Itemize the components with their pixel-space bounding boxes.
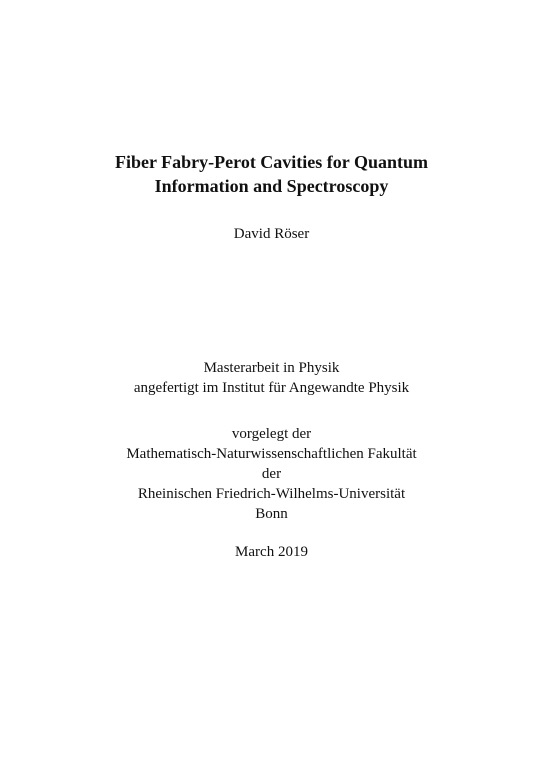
thesis-type-block [0, 358, 543, 398]
faculty-name: Mathematisch-Naturwissenschaftlichen Fakultät [126, 446, 417, 462]
city-name: Bonn [255, 506, 288, 522]
submission-line-1: vorgelegt der [231, 426, 312, 442]
title-line-1: Fiber Fabry-Perot Cavities for Quantum [115, 152, 428, 172]
thesis-type: Masterarbeit in Physik [203, 360, 340, 376]
submission-date: March 2019 [235, 544, 308, 560]
author-name: David Röser [233, 226, 310, 242]
thesis-title [0, 150, 543, 198]
submission-block [0, 424, 543, 524]
institute: angefertigt im Institut für Angewandte Physik [133, 380, 410, 396]
title-line-2: Information and Spectroscopy [154, 176, 389, 196]
submission-line-3: der [261, 466, 282, 482]
university-name: Rheinischen Friedrich-Wilhelms-Universität [137, 486, 406, 502]
